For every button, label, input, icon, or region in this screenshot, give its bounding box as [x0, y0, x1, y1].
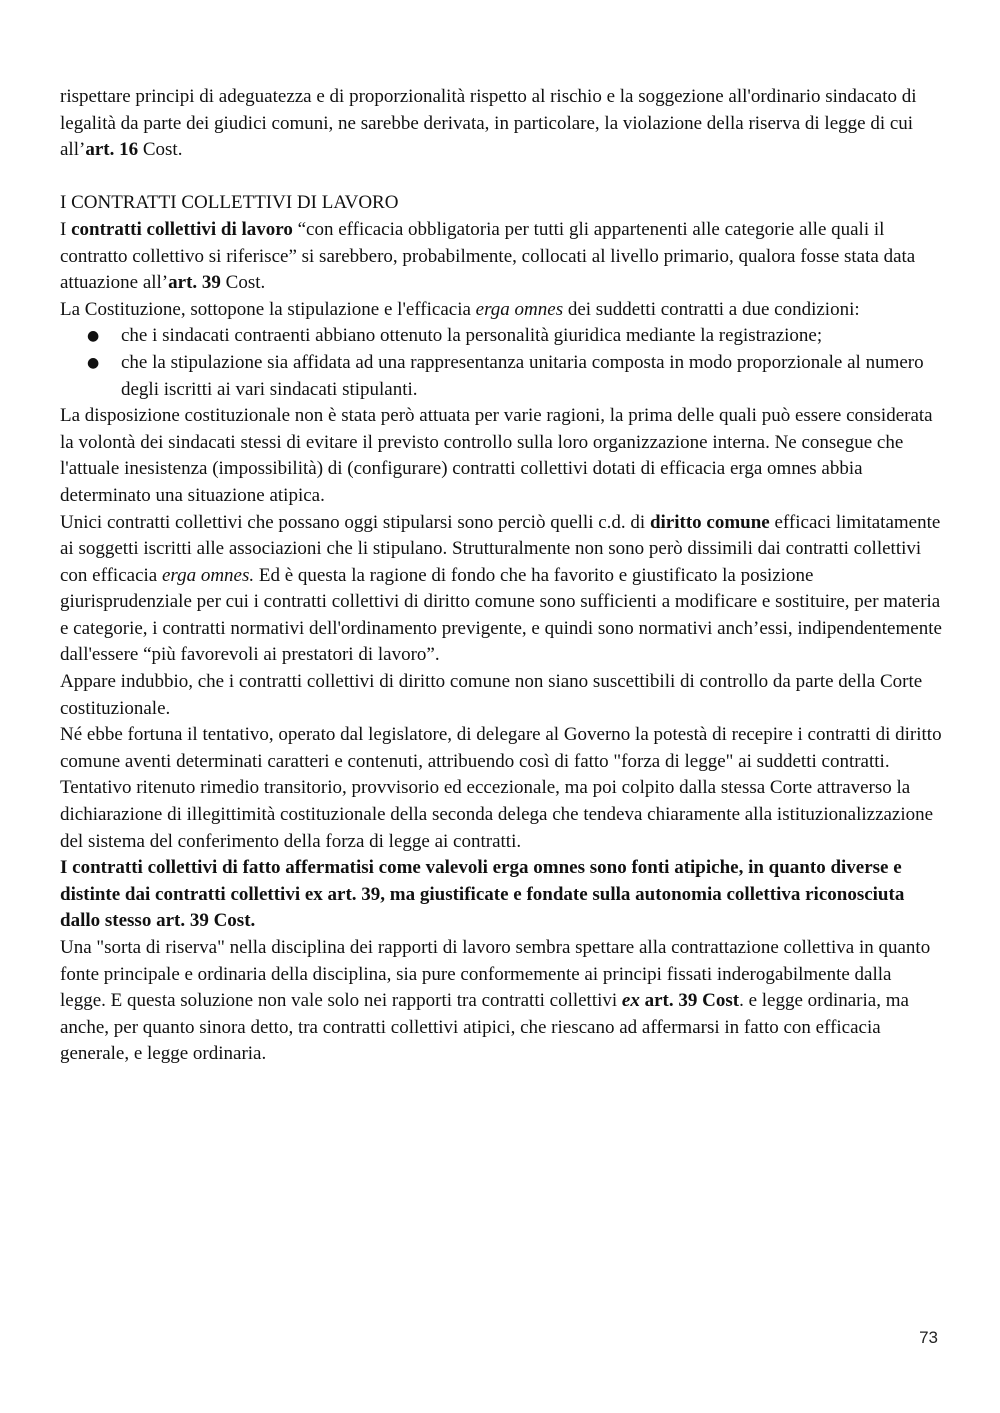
text-body — [60, 84, 942, 1068]
text-run: dei suddetti contratti a due condizioni: — [563, 298, 860, 320]
italic-term: erga omnes. — [161, 564, 255, 586]
text-run: . e legge ordinaria, ma anche, per quanto sinora detto, tra contratti collettivi atipici, che riescano ad affermarsi in fatto con efficacia generale, e legge ordinaria. — [60, 990, 909, 1065]
bullet-icon: ● — [87, 354, 100, 371]
text-run: La Costituzione, sottopone la stipulazione e l'efficacia — [60, 298, 476, 320]
page-number: 73 — [919, 1328, 938, 1347]
paragraph-4: La disposizione costituzionale non è stata però attuata per varie ragioni, la prima delle quali può essere considerata la volontà dei sindacati stessi di evitare il previsto controllo sulla loro organizzazione interna. Ne consegue che l'attuale inesistenza (impossibilità) di (configurare) contratti collettivi dotati di efficacia erga omnes abbia determinato una situazione atipica. — [60, 405, 933, 506]
bold-italic-term — [622, 990, 640, 1011]
italic-term: ex — [621, 990, 640, 1012]
bold-reference: art. 39 Cost — [644, 990, 740, 1012]
bold-term: diritto comune — [649, 511, 770, 533]
text-run: “con efficacia obbligatoria per tutti gli appartenenti alle categorie alle quali il contratto collettivo si riferisce” si sarebbero, probabilmente, collocati al livello primario, qualora fosse stata data attuazione all’ — [60, 218, 916, 294]
text-run: rispettare principi di adeguatezza e di proporzionalità rispetto al rischio e la soggezione all'ordinario sindacato di legalità da parte dei giudici comuni, ne sarebbe derivata, in particolare, la violazione della riserva di legge di cui all’ — [60, 86, 917, 161]
paragraph-3 — [60, 297, 942, 324]
paragraph-5 — [60, 510, 942, 670]
text-run: Una "sorta di riserva" nella disciplina dei rapporti di lavoro sembra spettare alla contrattazione collettiva in quanto fonte principale e ordinaria della disciplina, sia pure conformemente ai principi fissati inderogabilmente dalla legge. E questa soluzione non vale solo nei rapporti tra contratti collettivi — [60, 937, 931, 1012]
list-item-text: che i sindacati contraenti abbiano ottenuto la personalità giuridica mediante la registrazione; — [121, 325, 823, 347]
list-item — [60, 323, 942, 350]
text-run: efficaci limitatamente ai soggetti iscritti alle associazioni che li stipulano. Strutturalmente non sono però dissimili dai contratti collettivi con efficacia — [60, 511, 941, 586]
bullet-list — [60, 323, 942, 403]
bold-term: contratti collettivi di lavoro — [71, 218, 293, 240]
bullet-icon: ● — [87, 328, 100, 345]
section-heading: I CONTRATTI COLLETTIVI DI LAVORO — [60, 192, 399, 214]
paragraph-8-bold — [60, 855, 942, 935]
paragraph-6: Appare indubbio, che i contratti collettivi di diritto comune non siano suscettibili di controllo da parte della Corte costituzionale. — [60, 671, 923, 719]
list-item — [60, 350, 942, 403]
bold-statement: I contratti collettivi di fatto affermatisi come valevoli erga omnes sono fonti atipiche, in quanto diverse e distinte dai contratti collettivi ex art. 39, ma giustificate e fondate sulla autonomia collettiva riconosciuta dallo stesso art. 39 Cost. — [60, 857, 905, 932]
bold-reference: art. 39 — [168, 272, 221, 294]
text-run: Cost. — [220, 272, 266, 294]
paragraph-1 — [60, 84, 942, 164]
paragraph-2 — [60, 217, 942, 297]
italic-term: erga omnes — [475, 298, 564, 320]
text-run: Unici contratti collettivi che possano oggi stipularsi sono perciò quelli c.d. di — [60, 511, 650, 533]
text-run: Ed è questa la ragione di fondo che ha favorito e giustificato la posizione giurisprudenziale per cui i contratti collettivi di diritto comune sono sufficienti a modificare e sostituire, per materia e categorie, i contratti normativi dell'ordinamento previgente, e quindi sono normativi anch’essi, indipendentemente dall'essere “più favorevoli ai prestatori di lavoro”. — [60, 564, 942, 666]
text-run: Cost. — [138, 139, 183, 161]
paragraph-7: Né ebbe fortuna il tentativo, operato dal legislatore, di delegare al Governo la potestà di recepire i contratti di diritto comune aventi determinati caratteri e contenuti, attribuendo così di fatto "forza di legge" ai suddetti contratti. Tentativo ritenuto rimedio transitorio, provvisorio ed eccezionale, ma poi colpito dalla stessa Corte attraverso la dichiarazione di illegittimità costituzionale della seconda delega che tendeva chiaramente alla istituzionalizzazione del sistema del conferimento della forza di legge ai contratti. — [60, 724, 942, 852]
list-item-text: che la stipulazione sia affidata ad una rappresentanza unitaria composta in modo proporzionale al numero degli iscritti ai vari sindacati stipulanti. — [121, 351, 924, 400]
text-run: I — [60, 218, 72, 240]
paragraph-9 — [60, 935, 942, 1068]
bold-reference: art. 16 — [85, 139, 139, 161]
